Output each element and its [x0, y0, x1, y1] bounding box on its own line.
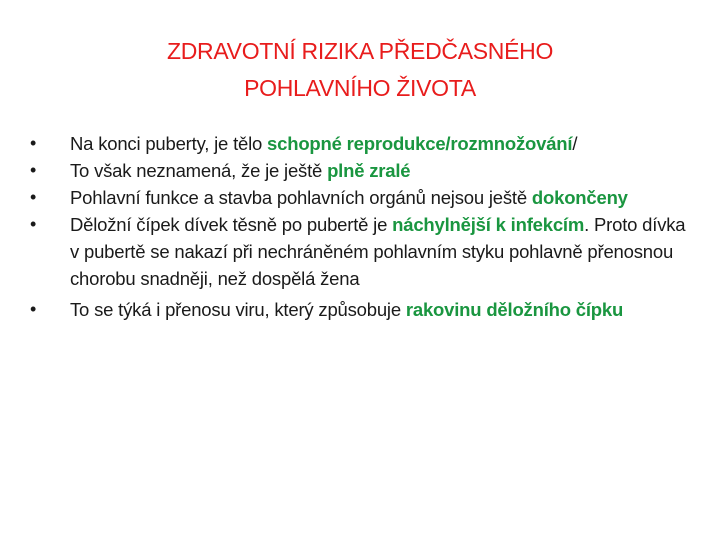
slide-title-line-2: POHLAVNÍHO ŽIVOTA	[244, 75, 476, 101]
bullet-text: To však neznamená, že je ještě	[70, 160, 328, 181]
bullet-list	[30, 130, 695, 323]
bullet-highlight: schopné reprodukce/rozmnožování	[267, 133, 573, 154]
slide-title-line-1: ZDRAVOTNÍ RIZIKA PŘEDČASNÉHO	[166, 38, 554, 64]
bullet-highlight: náchylnější k infekcím	[392, 214, 585, 235]
bullet-text: Pohlavní funkce a stavba pohlavních orgánů nejsou ještě	[70, 187, 532, 208]
bullet-text: Na konci puberty, je tělo	[70, 133, 268, 154]
slide-title	[60, 33, 660, 107]
bullet-item-puberty	[30, 130, 695, 157]
bullet-highlight: rakovinu děložního čípku	[405, 299, 624, 320]
bullet-item-virus	[30, 296, 695, 323]
bullet-text: /	[572, 133, 578, 154]
bullet-text: . Proto dívka v pubertě se nakazí při nechráněném pohlavním styku pohlavně přenosnou chorobu snadněji, než dospělá žena	[70, 214, 686, 289]
bullet-item-organs	[30, 184, 695, 211]
bullet-item-cervix	[30, 211, 695, 292]
bullet-item-not-mature	[30, 157, 695, 184]
bullet-text: Děložní čípek dívek těsně po pubertě je	[70, 214, 393, 235]
bullet-highlight: dokončeny	[531, 187, 628, 208]
bullet-highlight: plně zralé	[327, 160, 411, 181]
bullet-text: To se týká i přenosu viru, který způsobuje	[70, 299, 406, 320]
